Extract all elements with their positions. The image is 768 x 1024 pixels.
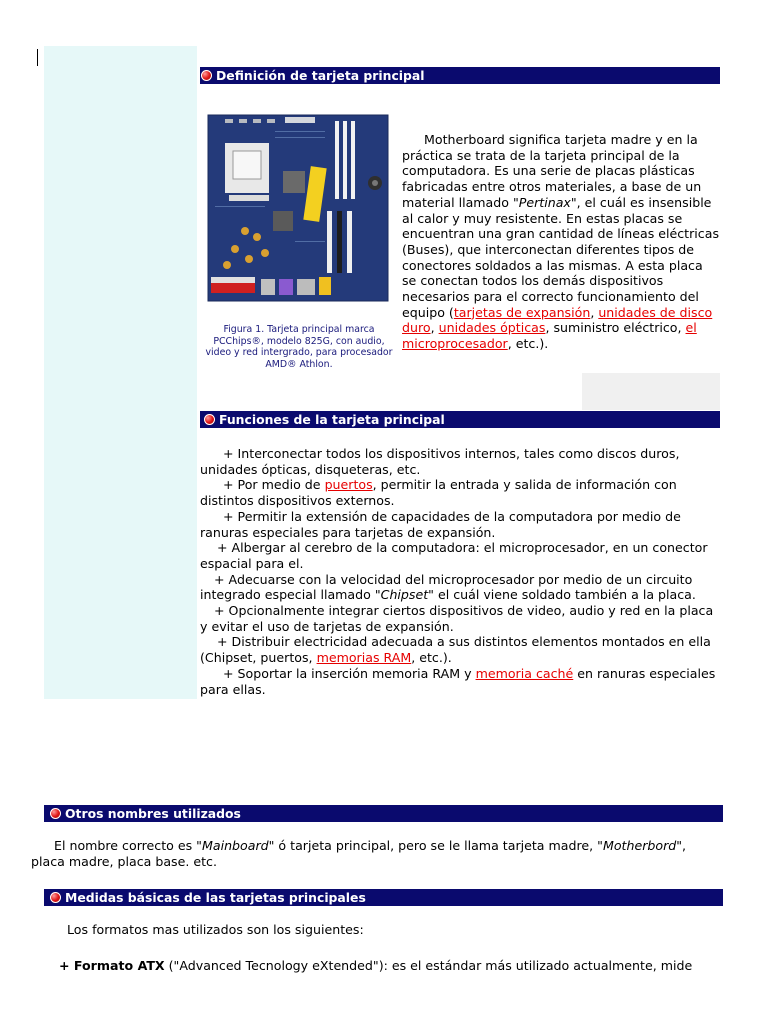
list-item-text: + Adecuarse con la velocidad del microprocesador por medio de un circuito integrado especial llamado " [200,571,693,603]
list-item-text: + Albergar al cerebro de la computadora: el microprocesador, en un conector espacial para el. [200,540,708,571]
red-bullet-icon [201,70,212,81]
mainboard-term: Mainboard [201,838,269,853]
formato-atx-paragraph [59,958,692,974]
section-heading-definicion [200,67,720,84]
separator-text: , [430,320,439,336]
link-unidades-opticas[interactable]: unidades ópticas [438,320,546,336]
paragraph-text: ", placa madre, placa base. etc. [31,838,687,869]
list-item [200,509,720,540]
list-item [200,477,720,508]
paragraph-text: Motherboard significa tarjeta madre y en la práctica se trata de la tarjeta principal de la computadora. Es una serie de placas plásticas fabricadas entre otros materiales, a base de un material llamado " [402,132,702,210]
section-heading-otros-nombres [44,805,723,822]
section-title: Definición de tarjeta principal [216,68,425,83]
list-item-text: + Por medio de [223,477,325,493]
red-bullet-icon [50,808,61,819]
section-title: Otros nombres utilizados [65,806,241,821]
grey-placeholder-box [582,373,720,410]
motherbord-term: Motherbord [602,838,677,853]
red-bullet-icon [204,414,215,425]
definition-paragraph [402,132,720,352]
list-item [200,446,720,477]
paragraph-text: " ó tarjeta principal, pero se le llama tarjeta madre, " [268,838,603,853]
red-bullet-icon [50,892,61,903]
list-item-text: " el cuál viene soldado también a la placa. [428,587,696,603]
section-title: Funciones de la tarjeta principal [219,412,445,427]
section-heading-funciones [200,411,720,428]
list-item-text: + Distribuir electricidad adecuada a sus distintos elementos montados en ella (Chipset, puertos, [200,634,711,666]
list-item [200,603,720,634]
link-memoria-cache[interactable]: memoria caché [475,665,574,681]
list-item [200,540,720,571]
link-el-microprocesador[interactable]: el microprocesador [402,320,697,352]
figure-caption: Figura 1. Tarjeta principal marca PCChips®, modelo 825G, con audio, video y red intergrado, para procesador AMD® Athlon. [205,324,393,370]
separator-text: , [590,304,599,320]
list-item-text: , etc.). [411,650,452,666]
list-item-text: , permitir la entrada y salida de información con distintos dispositivos externos. [200,477,677,509]
separator-text: , suministro eléctrico, [545,320,686,336]
link-unidades-de-disco-duro[interactable]: unidades de disco duro [402,304,713,336]
paragraph-end-text: , etc.). [507,336,549,352]
section-heading-medidas [44,889,723,906]
list-item-text: + Permitir la extensión de capacidades de la computadora por medio de ranuras especiales para tarjetas de expansión. [200,508,681,540]
list-item-text: + Interconectar todos los dispositivos internos, tales como discos duros, unidades ópticas, disqueteras, etc. [200,446,680,477]
motherboard-image [205,111,391,304]
left-sidebar-panel [44,46,197,699]
list-item [200,572,720,603]
link-tarjetas-de-expansion[interactable]: tarjetas de expansión [453,304,591,320]
text-cursor [37,49,38,66]
funciones-list [200,446,720,697]
list-item [200,666,720,697]
formato-atx-label: + Formato ATX [59,958,165,973]
paragraph-text: ", el cuál es insensible al calor y muy resistente. En estas placas se encuentran una gran cantidad de líneas eléctricas (Buses), que interconectan diferentes tipos de conectores soldados a las mismas. A esta placa se conectan todos los demás dispositivos necesarios para el correcto funcionamiento del equipo ( [402,194,720,320]
otros-nombres-paragraph [31,838,721,869]
link-memorias-ram[interactable]: memorias RAM [316,650,412,666]
list-item-text: + Opcionalmente integrar ciertos dispositivos de video, audio y red en la placa y evitar el uso de tarjetas de expansión. [200,603,714,634]
chipset-term: Chipset [380,587,429,603]
formatos-intro: Los formatos mas utilizados son los siguientes: [67,922,364,937]
list-item [200,634,720,665]
paragraph-text: El nombre correcto es " [54,838,202,853]
list-item-text: + Soportar la inserción memoria RAM y [223,665,476,681]
link-puertos[interactable]: puertos [324,477,373,493]
pertinax-term: Pertinax [518,194,571,210]
section-title: Medidas básicas de las tarjetas principales [65,890,366,905]
list-item-text: en ranuras especiales para ellas. [200,665,716,697]
formato-atx-text: ("Advanced Tecnology eXtended"): es el estándar más utilizado actualmente, mide [164,958,693,973]
